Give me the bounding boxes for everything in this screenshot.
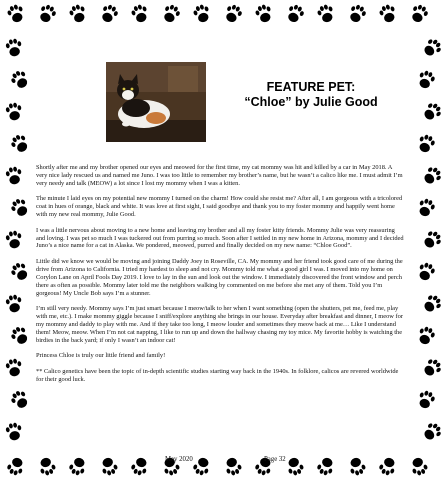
paw-print-icon xyxy=(99,456,119,478)
paw-print-icon xyxy=(5,358,23,378)
article-paragraph: The minute I laid eyes on my potential new mommy I turned on the charm! How could she resist me? After all, I am gorgeous with a tricolored coat in hues of orange, black and white. It was love at first sight, I said goodbye and thank you to my foster mommy and happily went home with my new real mommy, Julie Good. xyxy=(36,195,403,219)
paw-print-icon xyxy=(130,3,150,25)
paw-print-icon xyxy=(421,36,444,59)
paw-print-icon xyxy=(5,294,23,314)
feature-subheading: “Chloe” by Julie Good xyxy=(244,95,378,109)
paw-print-icon xyxy=(37,3,58,25)
feature-heading: FEATURE PET: xyxy=(266,80,356,94)
paw-print-icon xyxy=(99,3,120,25)
paw-print-icon xyxy=(421,164,444,187)
paw-print-icon xyxy=(5,102,23,122)
paw-print-icon xyxy=(347,3,368,25)
footer-page-number: Page 32 xyxy=(264,456,286,463)
paw-print-icon xyxy=(9,132,32,155)
paw-print-icon xyxy=(347,456,367,478)
footer-date: May 2020 xyxy=(165,456,193,463)
paw-print-icon xyxy=(223,3,244,25)
paw-print-icon xyxy=(416,197,436,219)
feature-title xyxy=(230,80,392,110)
article-paragraph: Little did we know we would be moving and joining Daddy Joey in Roseville, CA. My mommy and her friend took good care of me during the drive from Arizona to California. I tried my hardest to sleep and not cry. Mommy told me what a good girl I was. I moved into my home on Corylon Lane on April Fools Day 2019. I love to lay in the sun and look out the window. I immediately discovered the front window and perch there as often as possible. Mommy later told me the neighbors walking by commented on me before she met any of them. Told you I’m gorgeous! My Uncle Bob says I’m a stunner. xyxy=(36,257,403,297)
paw-print-icon xyxy=(6,456,26,478)
paw-print-icon xyxy=(192,456,212,478)
paw-print-icon xyxy=(5,230,23,250)
paw-print-icon xyxy=(37,456,57,478)
paw-print-icon xyxy=(5,38,23,58)
paw-print-icon xyxy=(409,3,430,25)
paw-print-icon xyxy=(421,228,444,251)
paw-print-icon xyxy=(316,3,336,25)
paw-print-icon xyxy=(416,69,436,91)
paw-print-icon xyxy=(9,388,32,411)
paw-print-icon xyxy=(416,389,436,411)
paw-print-icon xyxy=(161,3,182,25)
calico-cat-photo xyxy=(106,62,206,142)
paw-print-icon xyxy=(285,3,306,25)
article-paragraph: I’m still very needy. Mommy says I’m just smart because I meow/talk to her when I want something (open the shutters, pet me, feed me, play with me, etc.). I make mommy giggle because I sniff/explore anything she brings in our house. Everyday after breakfast and dinner, I meow for my mommy and daddy to play with me. And if they take too long, I meow louder and sometimes they meow back at me… Like I understand them! Meow, meow. When I’m not cat napping, I like to run up and down the hallway chasing my toy mice. My favorite hobby is watching the birdies in the back yard; if only I wasn’t an indoor cat! xyxy=(36,305,403,344)
paw-print-icon xyxy=(5,422,23,442)
paw-print-icon xyxy=(409,456,429,478)
paw-print-icon xyxy=(316,456,336,478)
paw-print-icon xyxy=(421,420,444,443)
paw-print-icon xyxy=(285,456,305,478)
article-paragraph: Shortly after me and my brother opened our eyes and meowed for the first time, my cat mommy was hit and killed by a car in May 2018. A very nice lady rescued us and named me Juno. I was too little to remember my brother’s name, but he wasn’t a calico like me. I must admit I’m very needy and talk (MEOW) a lot since I lost my mommy when I was a kitten. xyxy=(36,164,403,187)
paw-print-icon xyxy=(416,261,436,283)
paw-print-icon xyxy=(9,260,32,283)
paw-print-icon xyxy=(416,325,436,347)
paw-print-icon xyxy=(421,356,444,379)
paw-print-icon xyxy=(68,3,88,25)
paw-print-icon xyxy=(421,100,444,123)
paw-print-icon xyxy=(378,3,398,25)
paw-print-icon xyxy=(421,292,444,315)
paw-print-icon xyxy=(192,3,212,25)
paw-print-icon xyxy=(6,3,26,25)
paw-print-icon xyxy=(9,68,32,91)
article-paragraph: I was a little nervous about moving to a new home and leaving my brother and all my foster kitty friends. Mommy Julie was very reassuring and loving. I was pet so much I was tuckered out from purring so much. Soon after I settled in my new home in Arizona, mommy and I decided Juno’s a nice name for a cat in Alaska. We pondered, meowed, purred and finally decided on my new name: “Chloe Good”. xyxy=(36,226,404,250)
paw-print-icon xyxy=(68,456,88,478)
paw-print-icon xyxy=(254,3,274,25)
paw-print-icon xyxy=(130,456,150,478)
paw-print-icon xyxy=(5,166,23,186)
paw-print-icon xyxy=(378,456,398,478)
article-body xyxy=(36,164,404,391)
paw-print-icon xyxy=(223,456,243,478)
paw-print-icon xyxy=(9,196,32,219)
paw-print-icon xyxy=(9,324,32,347)
article-footnote: ** Calico genetics have been the topic of in-depth scientific studies starting way back in the 1940s. In folklore, calicos are revered worldwide for their good luck. xyxy=(36,367,399,383)
article-paragraph: Princess Chloe is truly our little friend and family! xyxy=(36,352,166,360)
paw-print-icon xyxy=(416,133,436,155)
